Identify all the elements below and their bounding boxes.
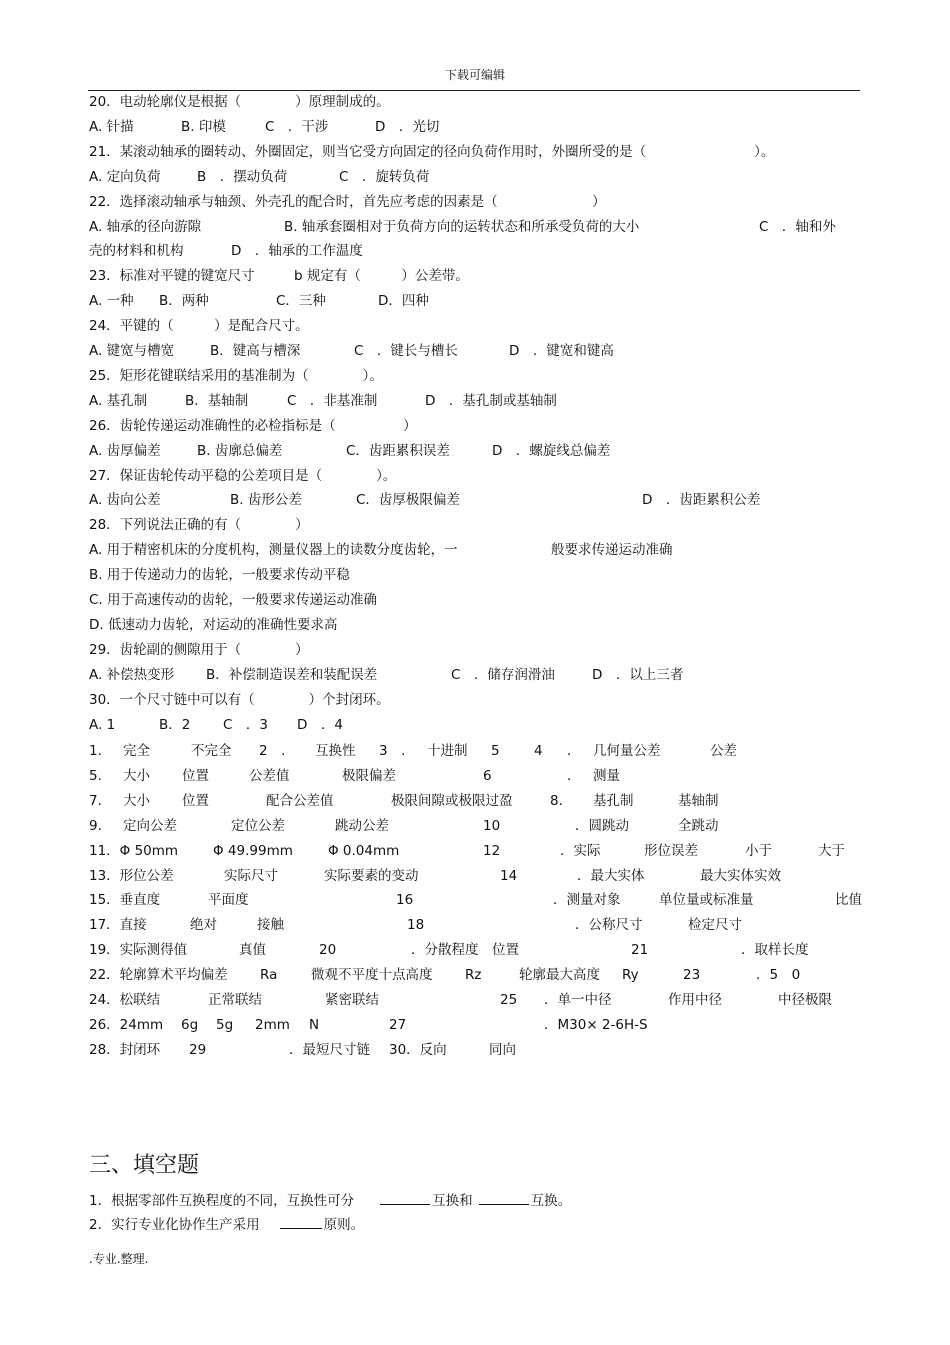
answer-segment: 测量: [593, 767, 620, 784]
answer-segment: 接触: [257, 917, 284, 934]
answer-segment: 30．反向: [389, 1041, 447, 1058]
question-text: 20．电动轮廓仪是根据（ ）原理制成的。: [89, 94, 390, 110]
question-segment: C．齿厚极限偏差: [356, 492, 460, 509]
answer-segment: 6: [483, 767, 492, 784]
fill-text: 2．实行专业化协作生产采用: [89, 1217, 260, 1233]
answer-segment: 公差值: [249, 767, 290, 784]
question-segment: D ．键宽和键高: [509, 343, 614, 359]
fill-text: 原则。: [323, 1217, 365, 1233]
fill-blank-question-2: [89, 1214, 364, 1236]
answer-segment: 中径极限: [778, 992, 832, 1008]
question-line: [89, 564, 350, 586]
question-line: [89, 415, 417, 437]
answer-segment: 实际尺寸: [224, 867, 278, 884]
question-segment: D ．轴承的工作温度: [231, 243, 363, 260]
answer-segment: 微观不平度十点高度: [311, 967, 433, 984]
answer-segment: 完全: [123, 743, 150, 759]
question-segment: B．两种: [159, 293, 209, 310]
answer-segment: 8．: [550, 792, 573, 809]
answer-segment: 大于: [818, 842, 845, 859]
fill-blank-question-1: [89, 1190, 571, 1212]
answer-segment: ．单一中径: [544, 992, 612, 1008]
answer-segment: 3 ．: [379, 743, 415, 759]
fill-text: 互换和: [432, 1193, 473, 1209]
page-footer: .专业.整理.: [89, 1252, 149, 1266]
question-text: 26．齿轮传递运动准确性的必检指标是（ ）: [89, 417, 417, 434]
answer-segment: 16: [396, 892, 414, 909]
answer-segment: 13．形位公差: [89, 867, 174, 884]
answer-segment: 22．轮廓算术平均偏差: [89, 967, 228, 984]
answer-segment: ．: [567, 767, 581, 784]
answer-segment: 位置: [492, 942, 519, 959]
question-text: 29．齿轮副的侧隙用于（ ）: [89, 641, 309, 658]
answer-segment: 比值: [835, 892, 862, 909]
question-text: D. 低速动力齿轮，对运动的准确性要求高: [89, 616, 338, 633]
question-text: 28．下列说法正确的有（ ）: [89, 517, 309, 534]
answer-segment: 十进制: [427, 743, 468, 759]
question-line: [89, 614, 337, 636]
answer-segment: 不完全: [191, 743, 232, 759]
answer-segment: 正常联结: [208, 992, 262, 1008]
answer-segment: 1.: [89, 743, 102, 759]
question-segment: C ．3: [223, 716, 269, 733]
question-text: C. 用于高速传动的齿轮，一般要求传递运动准确: [89, 592, 378, 608]
answer-segment: ．公称尺寸: [575, 917, 643, 934]
question-line: [89, 689, 390, 711]
question-segment: A. 齿向公差: [89, 492, 161, 509]
question-segment: C ．储存润滑油: [451, 666, 555, 683]
answer-segment: 最大实体实效: [700, 867, 781, 884]
answer-segment: 6g: [181, 1016, 199, 1033]
answer-segment: ．取样长度: [741, 942, 809, 959]
question-segment: D．四种: [378, 293, 429, 310]
answer-segment: N: [309, 1016, 320, 1033]
answer-segment: ．最短尺寸链: [289, 1041, 370, 1058]
answer-segment: 24．松联结: [89, 992, 161, 1008]
question-text: 27．保证齿轮传动平稳的公差项目是（ ）。: [89, 467, 397, 484]
answer-segment: 绝对: [190, 917, 217, 934]
answer-segment: 定位公差: [231, 817, 285, 834]
answer-blank[interactable]: [479, 1192, 529, 1205]
answer-segment: 14: [500, 867, 518, 884]
question-text: 21．某滚动轴承的圈转动、外圈固定，则当它受方向固定的径向负荷作用时，外圈所受的是（ ）。: [89, 143, 775, 160]
answer-segment: 5: [491, 743, 500, 759]
answer-segment: 几何量公差: [593, 743, 661, 759]
answer-blank[interactable]: [380, 1192, 430, 1205]
answer-segment: 轮廓最大高度: [519, 967, 600, 984]
answer-segment: ．测量对象: [553, 892, 621, 909]
answer-segment: 基孔制: [593, 792, 634, 809]
answer-segment: 27: [389, 1016, 407, 1033]
question-segment: D ．基孔制或基轴制: [425, 392, 557, 409]
answer-segment: 4: [534, 743, 543, 759]
answer-segment: 形位误差: [644, 842, 698, 859]
question-line: [89, 191, 606, 213]
fill-text: 互换。: [530, 1193, 572, 1209]
question-segment: A. 键宽与槽宽: [89, 343, 175, 359]
question-segment: D ．4: [297, 716, 343, 733]
answer-segment: Rz: [465, 967, 482, 984]
answer-segment: Φ 0.04mm: [328, 842, 400, 859]
answer-segment: 9.: [89, 817, 102, 834]
question-segment: B．2: [159, 716, 191, 733]
question-segment: B．键高与槽深: [210, 343, 301, 359]
question-segment: C．三种: [276, 293, 326, 310]
answer-segment: 11．Φ 50mm: [89, 842, 179, 859]
answer-segment: 真值: [239, 942, 266, 959]
question-line: [89, 365, 383, 387]
answer-segment: 公差: [710, 743, 737, 759]
answer-segment: 7.: [89, 792, 102, 809]
answer-segment: 2 ．: [259, 743, 295, 759]
page-header: 下载可编辑: [444, 68, 505, 82]
answer-segment: 29: [189, 1041, 207, 1058]
question-segment: B ．摆动负荷: [197, 168, 288, 185]
answer-segment: ．最大实体: [577, 867, 645, 884]
question-segment: D ．以上三者: [592, 666, 684, 683]
question-segment: 23．标准对平键的键宽尺寸: [89, 268, 255, 285]
question-segment: B．补偿制造误差和装配误差: [206, 666, 378, 683]
answer-segment: ．实际: [560, 842, 601, 859]
question-segment: B. 齿廓总偏差: [197, 442, 283, 459]
question-segment: C．齿距累积误差: [346, 442, 450, 459]
answer-segment: 25: [500, 992, 518, 1008]
question-text: 22．选择滚动轴承与轴颈、外壳孔的配合时，首先应考虑的因素是（ ）: [89, 193, 606, 210]
answer-segment: 20: [319, 942, 337, 959]
answer-segment: 跳动公差: [335, 817, 389, 834]
question-segment: 壳的材料和机构: [89, 243, 184, 260]
answer-segment: ．分散程度: [411, 942, 479, 959]
question-line: [89, 315, 309, 337]
answer-segment: 21: [631, 942, 649, 959]
answer-segment: 大小: [123, 792, 150, 809]
question-segment: C ．键长与槽长: [354, 343, 458, 359]
question-text: 25．矩形花键联结采用的基准制为（ ）。: [89, 367, 383, 384]
answer-segment: ．: [567, 743, 581, 759]
answer-segment: 紧密联结: [325, 992, 379, 1008]
question-segment: A. 基孔制: [89, 392, 148, 409]
question-line: [89, 465, 396, 487]
answer-segment: 定向公差: [123, 817, 177, 834]
answer-segment: Ry: [622, 967, 639, 984]
question-segment: D ．齿距累积公差: [642, 492, 761, 509]
answer-segment: 作用中径: [668, 992, 722, 1008]
answer-segment: 平面度: [208, 892, 249, 909]
answer-segment: Ra: [260, 967, 278, 984]
question-line: [89, 91, 390, 113]
answer-segment: 28．封闭环: [89, 1041, 161, 1058]
answer-segment: 大小: [123, 767, 150, 784]
answer-segment: ．5 0: [756, 967, 801, 984]
question-segment: C ．旋转负荷: [339, 168, 430, 185]
question-segment: A. 一种: [89, 293, 134, 310]
answer-segment: 23: [683, 967, 701, 984]
question-text: 24．平键的（ ）是配合尺寸。: [89, 318, 309, 335]
question-segment: B．基轴制: [185, 392, 249, 409]
answer-segment: 10: [483, 817, 501, 834]
question-text: 30．一个尺寸链中可以有（ ）个封闭环。: [89, 691, 390, 708]
answer-segment: 12: [483, 842, 501, 859]
question-segment: b 规定有（ ）公差带。: [294, 268, 469, 285]
answer-segment: 配合公差值: [266, 792, 334, 809]
answer-segment: 26．24mm: [89, 1016, 164, 1033]
answer-segment: 同向: [489, 1041, 516, 1058]
question-segment: A. 齿厚偏差: [89, 442, 161, 459]
answer-segment: 全跳动: [678, 817, 719, 834]
answer-segment: ．M30× 2-6H-S: [544, 1016, 648, 1033]
answer-segment: ．圆跳动: [575, 817, 629, 834]
answer-segment: 单位量或标准量: [659, 892, 754, 909]
answer-blank[interactable]: [280, 1216, 322, 1229]
question-segment: A. 轴承的径向游隙: [89, 218, 202, 235]
answer-segment: 极限间隙或极限过盈: [391, 792, 513, 809]
answer-segment: 基轴制: [678, 792, 719, 809]
answer-segment: 检定尺寸: [688, 917, 742, 934]
answer-segment: 19．实际测得值: [89, 942, 188, 959]
question-text: B. 用于传递动力的齿轮，一般要求传动平稳: [89, 567, 350, 584]
section-title: 三、填空题: [89, 1153, 200, 1178]
answer-segment: 实际要素的变动: [324, 867, 419, 884]
question-segment: A. 1: [89, 716, 116, 733]
question-line: [89, 141, 774, 163]
question-segment: B. 轴承套圈相对于负荷方向的运转状态和所承受负荷的大小: [284, 218, 640, 235]
answer-segment: 18: [407, 917, 425, 934]
answer-segment: 互换性: [315, 743, 356, 759]
question-segment: D ．螺旋线总偏差: [492, 442, 611, 459]
answer-segment: 小于: [745, 842, 772, 859]
question-segment: C ．轴和外: [759, 218, 836, 235]
question-segment: B. 齿形公差: [230, 492, 302, 509]
answer-segment: 位置: [182, 792, 209, 809]
question-segment: B. 印模: [181, 118, 226, 135]
answer-segment: 极限偏差: [342, 767, 396, 784]
question-segment: C ．干涉: [265, 118, 329, 135]
question-segment: A. 用于精密机床的分度机构，测量仪器上的读数分度齿轮，一: [89, 542, 458, 559]
question-segment: A. 定向负荷: [89, 168, 161, 185]
question-segment: A. 针描: [89, 118, 134, 135]
question-line: [89, 589, 377, 611]
question-segment: D ．光切: [375, 118, 440, 135]
answer-segment: 17．直接: [89, 917, 147, 934]
answer-segment: 5g: [216, 1016, 234, 1033]
question-segment: 般要求传递运动准确: [551, 542, 673, 559]
answer-segment: Φ 49.99mm: [213, 842, 293, 859]
question-segment: C ．非基准制: [287, 392, 378, 409]
question-line: [89, 639, 309, 661]
answer-segment: 5.: [89, 767, 102, 784]
question-segment: A. 补偿热变形: [89, 666, 175, 683]
question-line: [89, 514, 309, 536]
answer-segment: 2mm: [255, 1016, 290, 1033]
answer-segment: 位置: [182, 767, 209, 784]
fill-text: 1．根据零部件互换程度的不同，互换性可分: [89, 1193, 355, 1209]
answer-segment: 15．垂直度: [89, 892, 161, 909]
